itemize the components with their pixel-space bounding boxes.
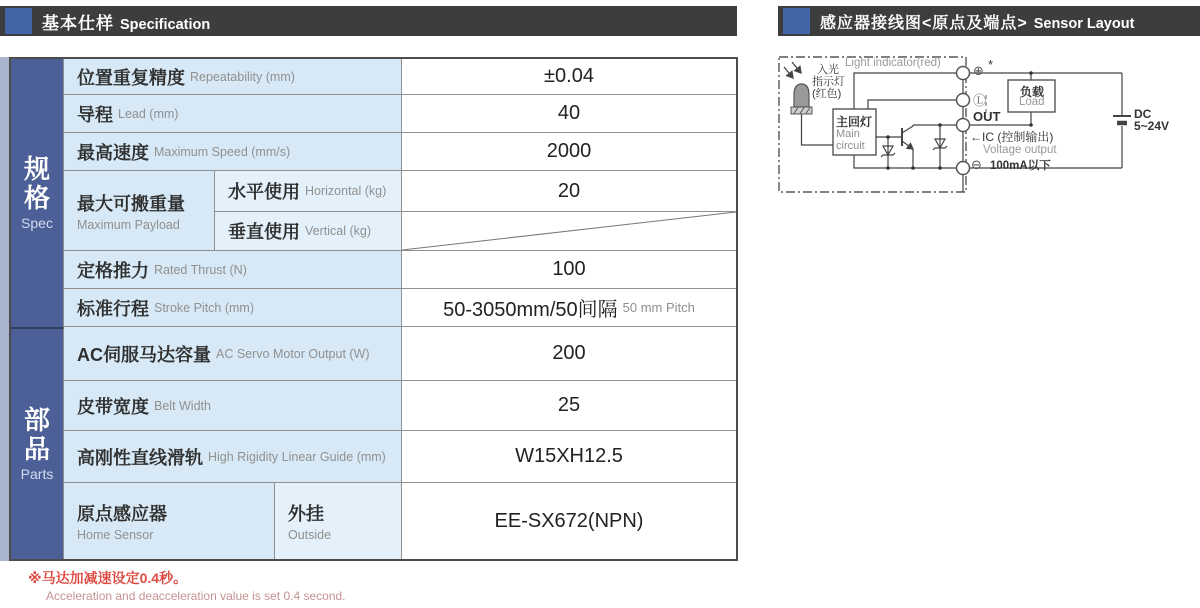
battery-icon [1113, 116, 1131, 123]
led-label-line3: (红色) [812, 88, 842, 100]
specification-header-bar [0, 6, 737, 36]
row-home-sensor-outside-label: 外挂 Outside [275, 483, 402, 559]
terminal-plus [957, 67, 970, 80]
row-max-speed-label: 最高速度 Maximum Speed (mm/s) [64, 133, 402, 171]
sensor-layout-header-bar [778, 6, 1200, 36]
sensor-layout-header-title [820, 10, 1134, 33]
light-arrow-icon [784, 67, 793, 78]
row-belt-width-label: 皮带宽度 Belt Width [64, 381, 402, 431]
row-stroke-pitch-label: 标准行程 Stroke Pitch (mm) [64, 289, 402, 327]
zener-diode-icon [933, 125, 947, 168]
row-payload-vertical-label: 垂直使用 Vertical (kg) [215, 212, 402, 251]
terminal-minus [957, 162, 970, 175]
row-rated-thrust-value: 100 [402, 251, 736, 289]
row-servo-output-value: 200 [402, 327, 736, 381]
out-terminal-label: OUT [973, 109, 1001, 124]
terminal-out [957, 119, 970, 132]
blue-square-icon [5, 8, 32, 34]
row-payload-horizontal-value: 20 [402, 171, 736, 212]
row-repeatability-label: 位置重复精度 Repeatability (mm) [64, 59, 402, 95]
row-max-speed-value: 2000 [402, 133, 736, 171]
asterisk-note: * [988, 57, 994, 72]
led-label-line1: 入光 [817, 64, 839, 76]
dc-label: DC [1134, 107, 1152, 121]
light-indicator-label: Light indicator(red) [845, 57, 941, 69]
main-circuit-label-cn: 主回灯 [836, 115, 873, 129]
light-arrow-icon [792, 62, 801, 73]
dc-range-label: 5~24V [1134, 119, 1170, 133]
specification-table [9, 57, 738, 561]
sensor-layout-title-cn: 感应器接线图<原点及端点> [820, 14, 1028, 32]
category-spec-en: Spec [21, 215, 53, 232]
category-parts-cn: 部品 [23, 404, 50, 464]
table-accent-strip [0, 57, 9, 561]
row-home-sensor-label: 原点感应器 Home Sensor [64, 483, 275, 559]
row-home-sensor-value: EE-SX672(NPN) [402, 483, 736, 559]
category-spec-cn: 规格 [23, 153, 50, 213]
row-max-payload-label: 最大可搬重量 Maximum Payload [64, 171, 215, 251]
row-payload-horizontal-label: 水平使用 Horizontal (kg) [215, 171, 402, 212]
category-spec [11, 59, 64, 327]
footnote-cn: ※马达加减速设定0.4秒。 [28, 570, 188, 586]
row-servo-output-label: AC伺服马达容量 AC Servo Motor Output (W) [64, 327, 402, 381]
specification-title-en: Specification [120, 16, 211, 33]
sensor-wiring-diagram [770, 45, 1200, 205]
main-circuit-label-en2: circuit [836, 140, 865, 152]
category-parts-en: Parts [20, 466, 54, 483]
lamp-terminal-symbol: Ⓛ [973, 93, 987, 108]
sensor-layout-title-en: Sensor Layout [1033, 15, 1135, 32]
specification-header-title [42, 9, 210, 34]
row-rated-thrust-label: 定格推力 Rated Thrust (N) [64, 251, 402, 289]
ic-arrow-icon: ← [970, 130, 982, 144]
led-label-line2: 指示灯 [812, 76, 845, 88]
minus-terminal-symbol: ⊖ [971, 157, 982, 172]
row-linear-guide-label: 高刚性直线滑轨 High Rigidity Linear Guide (mm) [64, 431, 402, 483]
specification-title-cn: 基本仕样 [42, 13, 114, 33]
voltage-output-label: Voltage output [983, 144, 1057, 156]
row-stroke-pitch-value: 50-3050mm/50间隔 50 mm Pitch [402, 289, 736, 327]
row-lead-value: 40 [402, 95, 736, 133]
row-lead-label: 导程 Lead (mm) [64, 95, 402, 133]
category-parts [11, 327, 64, 559]
load-label-cn: 负载 [1020, 85, 1045, 99]
plus-terminal-symbol: ⊕ [973, 63, 984, 78]
row-belt-width-value: 25 [402, 381, 736, 431]
led-dome-icon [794, 84, 809, 107]
row-linear-guide-value: W15XH12.5 [402, 431, 736, 483]
row-payload-vertical-value-na [402, 212, 736, 251]
ic-output-label: IC (控制输出) [982, 130, 1054, 144]
main-circuit-label-en1: Main [836, 128, 860, 140]
zener-diode-icon [881, 137, 895, 168]
na-diagonal-line [402, 212, 736, 250]
row-repeatability-value: ±0.04 [402, 59, 736, 95]
terminal-lamp [957, 94, 970, 107]
current-limit-label: 100mA以下 [990, 160, 1051, 172]
footnote-en: Acceleration and deacceleration value is set 0.4 second. [46, 589, 346, 603]
load-label-en: Load [1019, 96, 1045, 108]
blue-square-icon [783, 8, 810, 34]
